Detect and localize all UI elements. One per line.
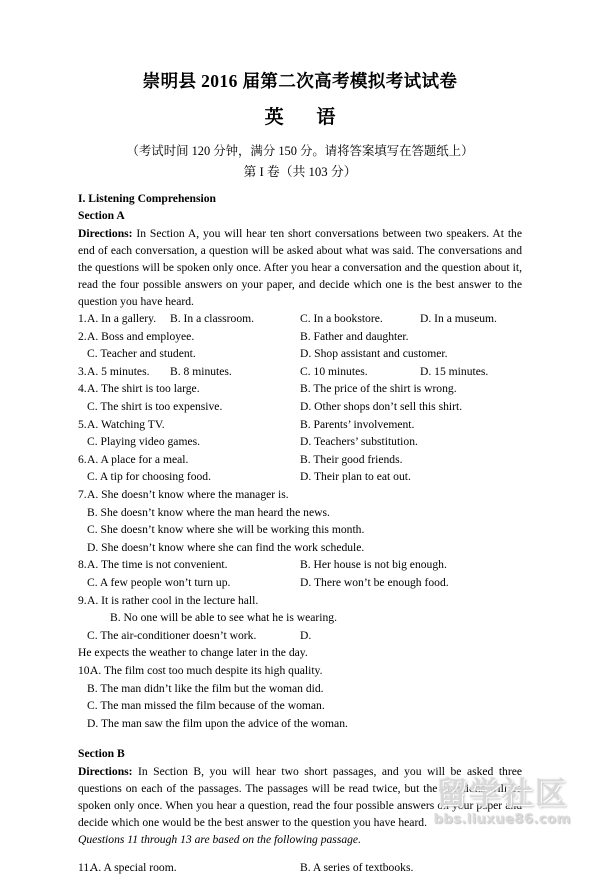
question-row bbox=[78, 504, 522, 522]
question-number: 3. bbox=[78, 364, 87, 378]
question-row bbox=[78, 521, 522, 539]
option-c[interactable]: C. Playing video games. bbox=[87, 435, 201, 449]
section-b-heading: Section B bbox=[78, 747, 125, 761]
option-c[interactable]: C. The shirt is too expensive. bbox=[87, 400, 223, 414]
option-a[interactable]: A. The shirt is too large. bbox=[87, 382, 200, 396]
question-row bbox=[78, 486, 522, 504]
question-row bbox=[78, 416, 522, 434]
question-row bbox=[78, 680, 522, 698]
question-row bbox=[78, 398, 522, 416]
question-row bbox=[78, 380, 522, 398]
question-number: 10. bbox=[78, 663, 93, 677]
option-d-text[interactable]: He expects the weather to change later in the day. bbox=[78, 646, 308, 660]
option-a[interactable]: A. Watching TV. bbox=[87, 417, 165, 431]
option-a[interactable]: A. The time is not convenient. bbox=[87, 558, 228, 572]
option-b[interactable]: B. She doesn’t know where the man heard the news. bbox=[87, 505, 330, 519]
question-row bbox=[78, 662, 522, 680]
question-row bbox=[78, 644, 522, 662]
question-row bbox=[78, 715, 522, 733]
part-label: 第 I 卷（共 103 分） bbox=[243, 165, 357, 180]
option-a[interactable]: A. In a gallery. bbox=[87, 312, 157, 326]
option-b[interactable]: B. In a classroom. bbox=[170, 312, 255, 326]
option-d[interactable]: D. Shop assistant and customer. bbox=[300, 347, 448, 361]
question-number: 1. bbox=[78, 312, 87, 326]
option-c[interactable]: C. Teacher and student. bbox=[87, 347, 196, 361]
question-row bbox=[78, 627, 522, 645]
section-a-directions bbox=[78, 225, 522, 310]
listening-comprehension-heading: I. Listening Comprehension bbox=[78, 192, 216, 206]
option-d[interactable]: D. In a museum. bbox=[420, 312, 497, 326]
question-number: 5. bbox=[78, 417, 87, 431]
option-b[interactable]: B. The man didn’t like the film but the woman did. bbox=[87, 681, 324, 695]
directions-label: Directions: bbox=[78, 226, 133, 240]
question-row bbox=[78, 859, 522, 876]
question-row bbox=[78, 468, 522, 486]
passage-note: Questions 11 through 13 are based on the following passage. bbox=[78, 833, 361, 847]
question-row bbox=[78, 609, 522, 627]
option-b[interactable]: B. Father and daughter. bbox=[300, 329, 409, 343]
option-b[interactable]: B. Her house is not big enough. bbox=[300, 558, 447, 572]
option-d[interactable]: D. Teachers’ substitution. bbox=[300, 435, 418, 449]
option-d[interactable]: D. Their plan to eat out. bbox=[300, 470, 411, 484]
option-a[interactable]: A. She doesn’t know where the manager is. bbox=[87, 488, 289, 501]
question-row bbox=[78, 592, 522, 610]
question-number: 11. bbox=[78, 860, 93, 874]
directions-text: In Section B, you will hear two short passages, and you will be asked three questions on each of the passages. The passages will be read twice, but the questions will be spoken only once. When you hear a question, read the four possible answers on your paper and decide which one would be the best answer to the question you have heard. bbox=[78, 765, 522, 830]
question-row bbox=[78, 556, 522, 574]
question-row bbox=[78, 574, 522, 592]
question-number: 2. bbox=[78, 329, 87, 343]
question-row bbox=[78, 310, 522, 328]
option-c[interactable]: C. In a bookstore. bbox=[300, 312, 383, 326]
question-row bbox=[78, 363, 522, 381]
watermark-url: bbs.liuxue86.com bbox=[433, 810, 571, 827]
section-a-heading: Section A bbox=[78, 209, 125, 223]
question-number: 8. bbox=[78, 558, 87, 572]
directions-label: Directions: bbox=[78, 765, 133, 779]
option-c[interactable]: C. The man missed the film because of the woman. bbox=[87, 699, 325, 713]
question-row bbox=[78, 697, 522, 715]
watermark-brand: 留学社区 bbox=[436, 776, 568, 812]
option-c[interactable]: C. The air-conditioner doesn’t work. bbox=[87, 628, 257, 642]
question-row bbox=[78, 328, 522, 346]
page-title: 崇明县 2016 届第二次高考模拟考试试卷 bbox=[142, 71, 458, 91]
option-b[interactable]: B. 8 minutes. bbox=[170, 364, 232, 378]
option-d[interactable]: D. Other shops don’t sell this shirt. bbox=[300, 400, 463, 414]
option-c[interactable]: C. A tip for choosing food. bbox=[87, 470, 211, 484]
option-c[interactable]: C. 10 minutes. bbox=[300, 364, 368, 378]
site-watermark bbox=[414, 778, 590, 840]
option-d[interactable]: D. 15 minutes. bbox=[420, 364, 489, 378]
exam-info: （考试时间 120 分钟，满分 150 分。请将答案填写在答题纸上） bbox=[126, 144, 474, 159]
question-number: 7. bbox=[78, 488, 87, 501]
option-d[interactable]: D. There won’t be enough food. bbox=[300, 575, 449, 589]
option-d[interactable]: D. The man saw the film upon the advice of the woman. bbox=[87, 716, 348, 730]
option-a[interactable]: A. A place for a meal. bbox=[87, 452, 189, 466]
question-row bbox=[78, 345, 522, 363]
option-b[interactable]: B. Parents’ involvement. bbox=[300, 417, 415, 431]
option-a[interactable]: A. 5 minutes. bbox=[87, 364, 150, 378]
option-b[interactable]: B. A series of textbooks. bbox=[300, 860, 414, 874]
question-row bbox=[78, 433, 522, 451]
option-c[interactable]: C. She doesn’t know where she will be working this month. bbox=[87, 523, 365, 537]
option-a[interactable]: A. Boss and employee. bbox=[87, 329, 195, 343]
option-c[interactable]: C. A few people won’t turn up. bbox=[87, 575, 231, 589]
option-b[interactable]: B. Their good friends. bbox=[300, 452, 403, 466]
question-number: 6. bbox=[78, 452, 87, 466]
question-row bbox=[78, 451, 522, 469]
option-a[interactable]: A. A special room. bbox=[90, 860, 177, 874]
option-d-label[interactable]: D. bbox=[300, 628, 312, 642]
option-d[interactable]: D. She doesn’t know where she can find the work schedule. bbox=[87, 540, 365, 554]
option-b[interactable]: B. No one will be able to see what he is wearing. bbox=[110, 611, 337, 625]
directions-text: In Section A, you will hear ten short conversations between two speakers. At the end of each conversation, a question will be asked about what was said. The conversations and the questions will be spoken only once. After you hear a conversation and the question about it, read the four possible answers on your paper, and decide which one is the best answer to the question you have heard. bbox=[78, 226, 522, 309]
subject-title: 英 语 bbox=[264, 106, 350, 128]
question-number: 4. bbox=[78, 382, 87, 396]
option-b[interactable]: B. The price of the shirt is wrong. bbox=[300, 382, 457, 396]
option-a[interactable]: A. It is rather cool in the lecture hall. bbox=[87, 593, 259, 607]
question-number: 9. bbox=[78, 593, 87, 607]
question-row bbox=[78, 539, 522, 557]
option-a[interactable]: A. The film cost too much despite its high quality. bbox=[90, 663, 323, 677]
